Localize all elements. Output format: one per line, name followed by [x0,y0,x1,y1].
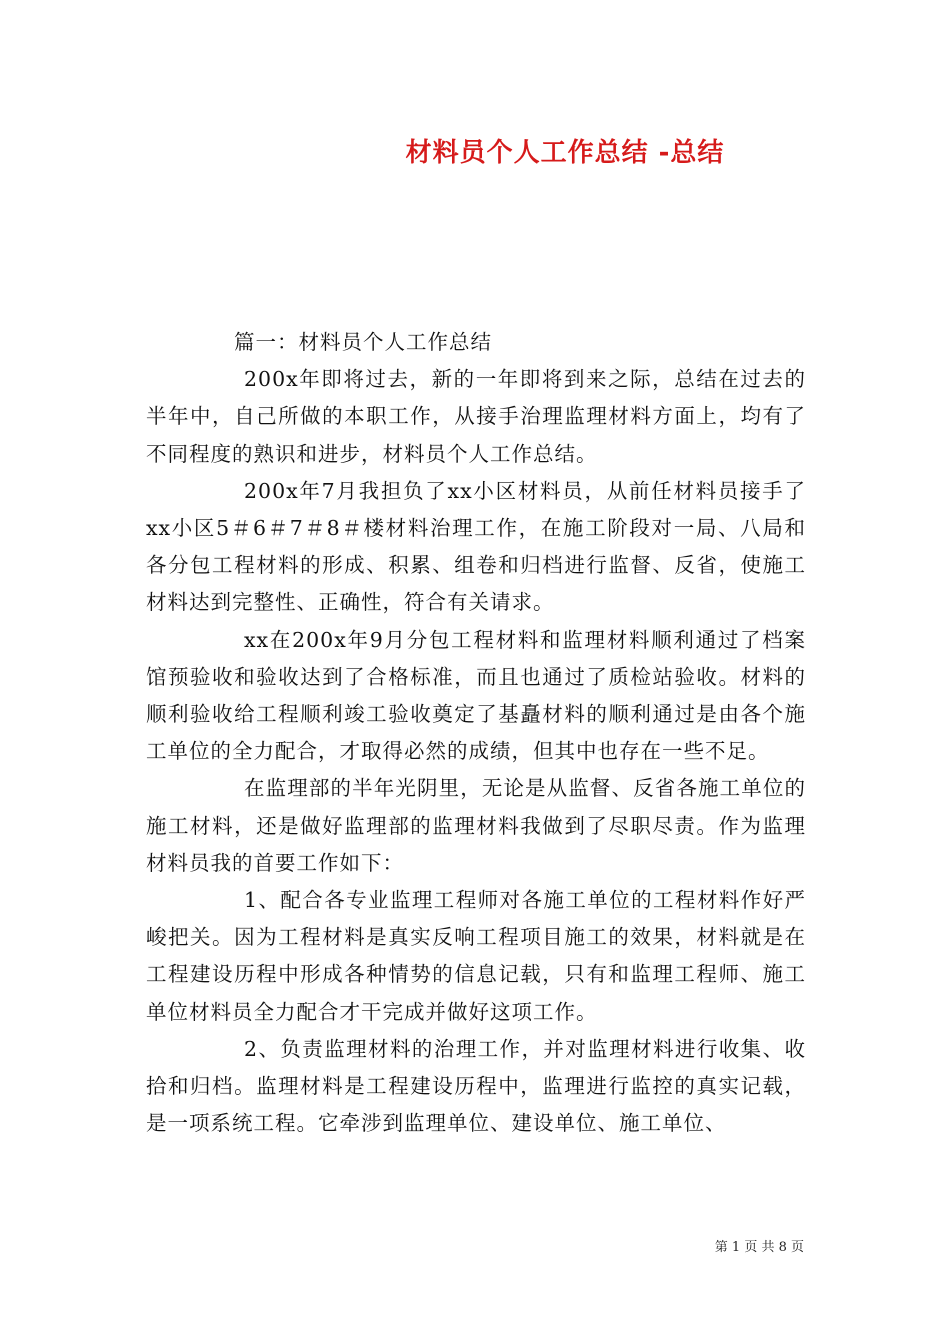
document-title: 材料员个人工作总结 -总结 [405,138,725,168]
paragraph-1: 200x年即将过去，新的一年即将到来之际，总结在过去的半年中，自己所做的本职工作，从接手治理监理材料方面上，均有了不同程度的熟识和进步，材料员个人工作总结。 [146,367,806,466]
page-footer: 第 1 页 共 8 页 [714,1240,804,1255]
paragraph-5: 1、配合各专业监理工程师对各施工单位的工程材料作好严峻把关。因为工程材料是真实反响工程项目施工的效果，材料就是在工程建设历程中形成各种情势的信息记载，只有和监理工程师、施工单位材料员全力配合才干完成并做好这项工作。 [146,888,806,1024]
paragraph-3: xx在200x年9月分包工程材料和监理材料顺利通过了档案馆预验收和验收达到了合格标准，而且也通过了质检站验收。材料的顺利验收给工程顺利竣工验收奠定了基矗材料的顺利通过是由各个施工单位的全力配合，才取得必然的成绩，但其中也存在一些不足。 [146,627,806,764]
paragraph-6: 2、负责监理材料的治理工作，并对监理材料进行收集、收拾和归档。监理材料是工程建设历程中，监理进行监控的真实记载，是一项系统工程。它牵涉到监理单位、建设单位、施工单位、 [146,1036,806,1136]
paragraph-2: 200x年7月我担负了xx小区材料员，从前任材料员接手了xx小区5＃6＃7＃8＃楼材料治理工作，在施工阶段对一局、八局和各分包工程材料的形成、积累、组卷和归档进行监督、反省，使施工材料达到完整性、正确性，符合有关请求。 [146,478,806,615]
paragraph-4: 在监理部的半年光阴里，无论是从监督、反省各施工单位的施工材料，还是做好监理部的监理材料我做到了尽职尽责。作为监理材料员我的首要工作如下： [146,776,806,875]
section-heading: 篇一：材料员个人工作总结 [234,330,492,354]
document-body [146,324,806,1142]
